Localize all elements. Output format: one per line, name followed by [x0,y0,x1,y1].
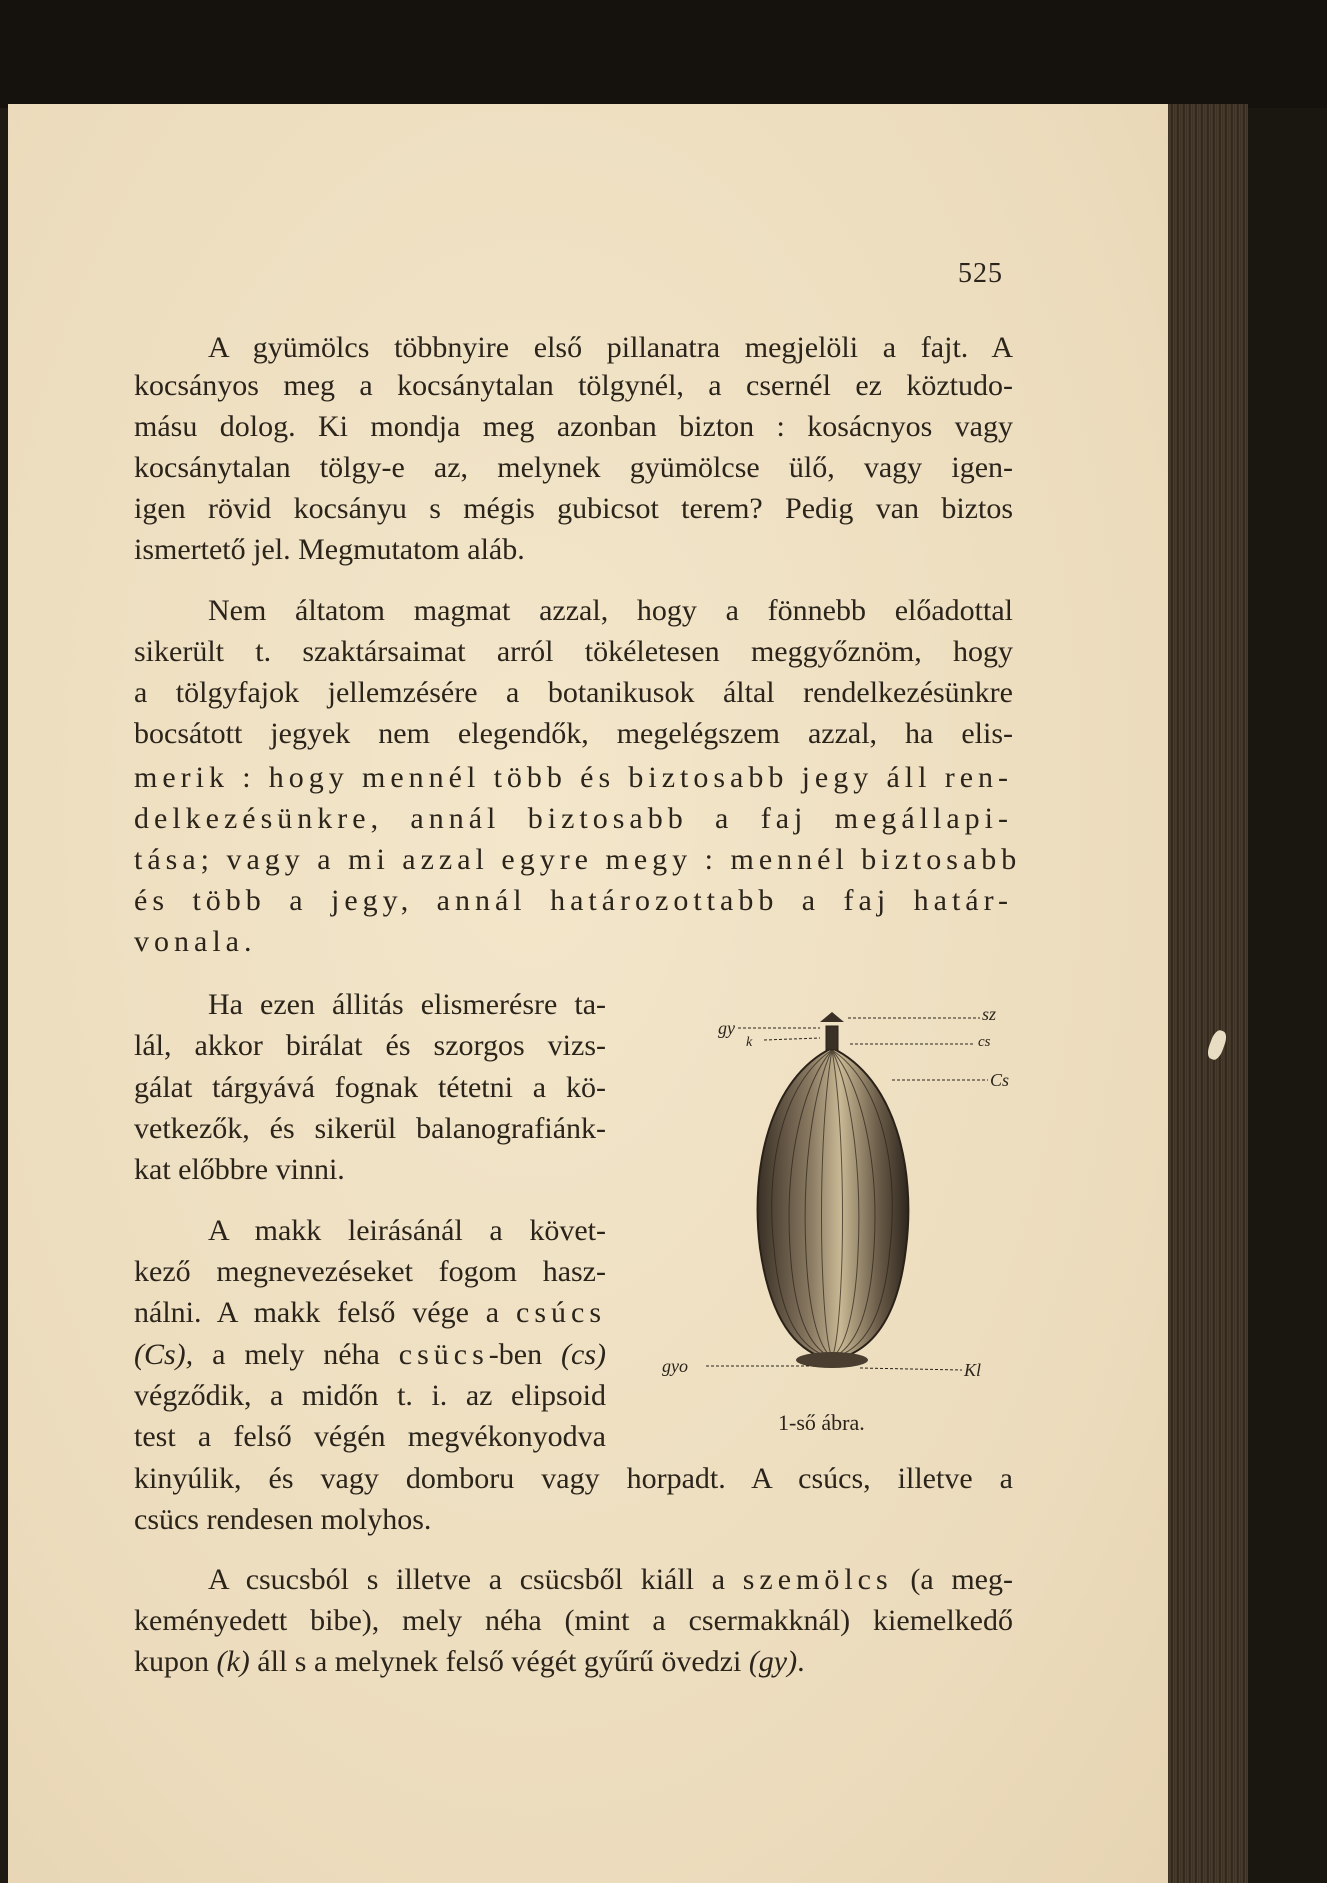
text-line [134,1645,1013,1679]
italic-run: (cs) [561,1338,606,1371]
text-run: (a meg- [892,1563,1013,1596]
text-line: ismertető jel. Megmutatom aláb. [134,533,525,566]
emphasis-run: csúcs [516,1296,606,1329]
text-line: tása; vagy a mi azzal egyre megy : mennél biztosabb [134,843,1022,876]
figure-label-gyo: gyo [662,1356,688,1376]
text-run: A csucsból s illetve a csücsből kiáll a [208,1563,743,1596]
figure-caption: 1-ső ábra. [778,1410,865,1435]
text-line: bocsátott jegyek nem elegendők, megelégszem azzal, ha elis- [134,717,1013,750]
figure-label-cs-lower: cs [978,1034,991,1050]
text-line: igen rövid kocsányu s mégis gubicsot terem? Pedig van biztos [134,492,1013,525]
figure-label-sz: sz [982,1004,997,1024]
text-run: -ben [488,1338,562,1371]
page-number: 525 [958,258,1003,289]
text-line [134,1338,606,1372]
text-line: lál, akkor birálat és szorgos vizs- [134,1029,606,1062]
text-line: kinyúlik, és vagy domboru vagy horpadt. A csúcs, illetve a [134,1462,1013,1495]
scan-right-border [1248,108,1327,1883]
text-run: . [797,1645,805,1678]
text-line [134,1296,606,1330]
text-line: vonala. [134,925,257,958]
text-line: a tölgyfajok jellemzésére a botanikusok által rendelkezésünkre [134,676,1013,709]
text-line [208,1563,1013,1597]
text-line: gálat tárgyává fognak tétetni a kö- [134,1071,606,1104]
text-line: kocsányos meg a kocsánytalan tölgynél, a csernél ez köztudo- [134,369,1013,402]
text-run: áll s a melynek felső végét gyűrű övedzi [249,1645,749,1678]
acorn-body [758,1012,909,1368]
figure-label-k: k [746,1035,753,1050]
text-line: sikerült t. szaktársaimat arról tökéletesen meggyőznöm, hogy [134,635,1013,668]
figure-label-cs-upper: Cs [990,1070,1010,1090]
text-line: és több a jegy, annál határozottabb a faj határ- [134,884,1013,917]
text-line: test a felső végén megvékonyodva [134,1420,606,1453]
text-line: végződik, a midőn t. i. az elipsoid [134,1379,606,1412]
text-line: Nem áltatom magmat azzal, hogy a fönnebb előadottal [208,594,1013,627]
scan-top-border [0,0,1327,108]
text-line: A gyümölcs többnyire első pillanatra megjelöli a fajt. A [208,331,1013,364]
text-line: csücs rendesen molyhos. [134,1503,432,1536]
text-line: A makk leirásánál a követ- [208,1214,606,1247]
text-run: kupon [134,1645,217,1678]
emphasis-run: csücs [398,1338,489,1371]
italic-run: (gy) [748,1645,798,1678]
text-run: nálni. A makk felső vége a [134,1296,517,1329]
italic-run: (Cs), [134,1338,194,1371]
text-line: merik : hogy mennél több és biztosabb jegy áll ren- [134,761,1013,794]
text-line: Ha ezen állitás elismerésre ta- [208,988,606,1021]
text-line: delkezésünkre, annál biztosabb a faj megállapi- [134,802,1013,835]
text-line: vetkezők, és sikerül balanografiánk- [134,1112,606,1145]
text-line: kező megnevezéseket fogom hasz- [134,1255,606,1288]
text-line: kat előbbre vinni. [134,1153,345,1186]
figure-label-gy: gy [718,1018,735,1038]
text-run: a mely néha [193,1338,399,1371]
text-line: kocsánytalan tölgy-e az, melynek gyümölcse ülő, vagy igen- [134,451,1013,484]
italic-run: (k) [216,1645,250,1678]
emphasis-run: szemölcs [742,1563,893,1596]
page-edge-stack [1168,104,1248,1883]
text-line: keményedett bibe), mely néha (mint a csermakknál) kiemelkedő [134,1604,1013,1637]
text-line: másu dolog. Ki mondja meg azonban bizton : kosácnyos vagy [134,410,1013,443]
figure-label-kl: Kl [964,1360,982,1380]
acorn-illustration [660,998,1040,1418]
